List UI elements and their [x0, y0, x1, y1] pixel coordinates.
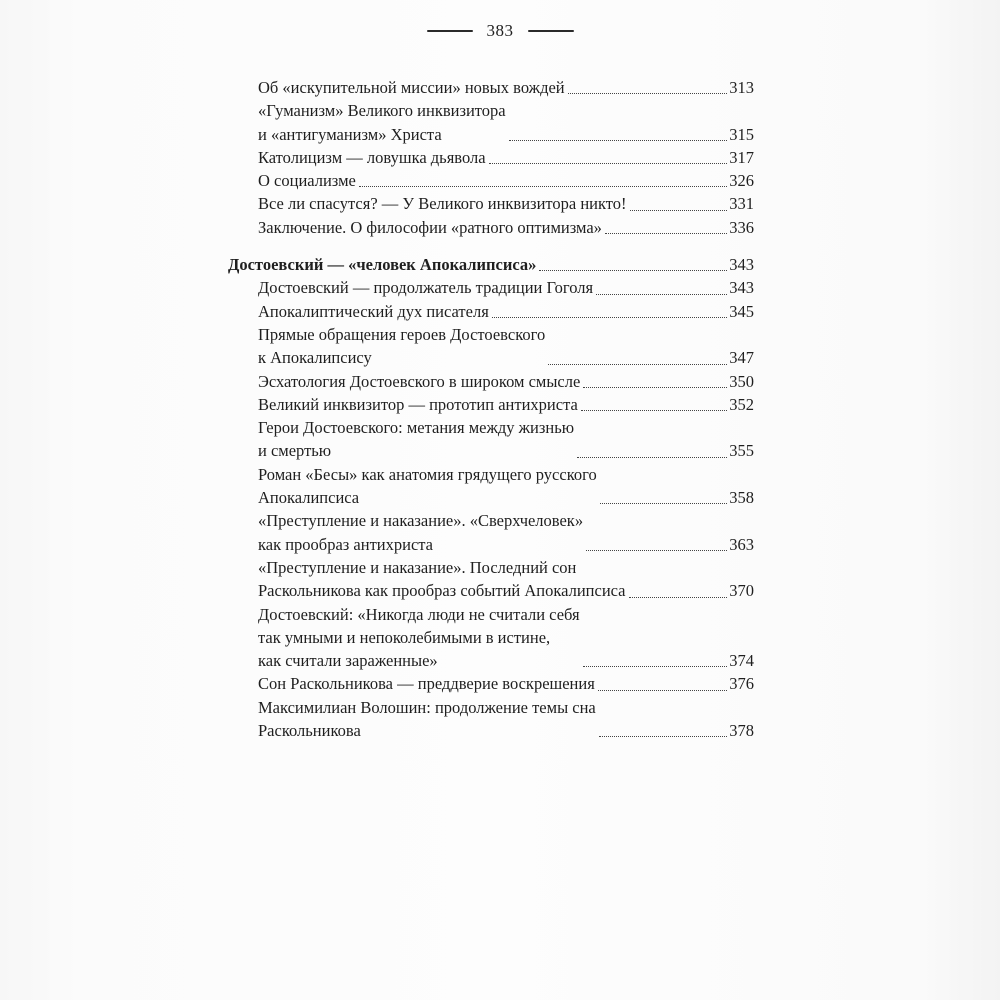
- dot-leader: [359, 186, 727, 187]
- toc-entry-title: [258, 76, 565, 99]
- toc-entry-page: 363: [729, 534, 754, 554]
- dot-leader: [586, 550, 727, 551]
- toc-entry-title-line: и смертью: [258, 441, 332, 461]
- header-rule-left: [427, 30, 473, 32]
- toc-entry-title-line: Эсхатология Достоевского в широком смысле: [258, 371, 581, 391]
- toc-entry-title-line: и «антигуманизм» Христа: [258, 124, 442, 144]
- toc-entry-title-line: Достоевский: «Никогда люди не считали себя: [258, 604, 580, 624]
- toc-entry-page: 352: [729, 394, 754, 414]
- toc-entry: [228, 556, 754, 603]
- toc-entry-page: 355: [729, 441, 754, 461]
- toc-entry-title: [258, 323, 545, 370]
- dot-leader: [629, 597, 728, 598]
- toc-entry: [228, 416, 754, 463]
- toc-entry: [228, 192, 754, 215]
- toc-entry-title: [258, 696, 596, 743]
- toc-entry-title-line: Прямые обращения героев Достоевского: [258, 324, 546, 344]
- toc-entry: [228, 463, 754, 510]
- toc-entry-title: [258, 556, 626, 603]
- toc-entry-title: [258, 300, 489, 323]
- toc-entry: [228, 672, 754, 695]
- toc-entry-title-line: Достоевский — продолжатель традиции Гоголя: [258, 278, 594, 298]
- toc-entry-title-line: Заключение. О философии «ратного оптимизма»: [258, 217, 602, 237]
- toc-entry-title-line: Раскольникова: [258, 721, 361, 741]
- toc-entry: [228, 216, 754, 239]
- dot-leader: [599, 736, 727, 737]
- toc-entry-title-line: как прообраз антихриста: [258, 534, 434, 554]
- toc-entry-page: 378: [729, 721, 754, 741]
- toc-entry-title: [258, 276, 593, 299]
- toc-entry-page: 343: [729, 278, 754, 298]
- toc-entry-page: 331: [729, 194, 754, 214]
- toc-entry-page: 315: [729, 124, 754, 144]
- dot-leader: [509, 140, 728, 141]
- dot-leader: [600, 503, 728, 504]
- toc-entry: [228, 146, 754, 169]
- toc-entry-title-line: «Преступление и наказание». Последний сон: [258, 557, 577, 577]
- toc-entry-title: [258, 99, 506, 146]
- toc-entry-page: 347: [729, 348, 754, 368]
- dot-leader: [577, 457, 727, 458]
- dot-leader: [605, 233, 727, 234]
- toc-entry-page: 350: [729, 371, 754, 391]
- toc-entry-title: [258, 370, 580, 393]
- toc-entry-title: [228, 253, 536, 276]
- toc-entry-page: 376: [729, 674, 754, 694]
- toc-entry-title: [258, 216, 602, 239]
- dot-leader: [596, 294, 727, 295]
- dot-leader: [492, 317, 727, 318]
- toc-entry-title-line: Раскольникова как прообраз событий Апокалипсиса: [258, 581, 626, 601]
- toc-entry-title: [258, 393, 578, 416]
- header-rule-right: [528, 30, 574, 32]
- toc-entry-page: 317: [729, 147, 754, 167]
- dot-leader: [583, 387, 727, 388]
- toc-entry-title-line: Об «искупительной миссии» новых вождей: [258, 78, 565, 97]
- toc-entry-title-line: Герои Достоевского: метания между жизнью: [258, 418, 575, 438]
- toc-entry: [228, 99, 754, 146]
- toc-entry-title-line: так умными и непоколебимыми в истине,: [258, 627, 551, 647]
- toc-entry-title: [258, 509, 583, 556]
- toc-entry-title: [258, 603, 580, 673]
- dot-leader: [539, 270, 727, 271]
- toc-entry-title-line: «Преступление и наказание». «Сверхчеловек»: [258, 511, 584, 531]
- toc-entry: [228, 169, 754, 192]
- toc-entry: [228, 509, 754, 556]
- page-number: 383: [486, 21, 514, 40]
- dot-leader: [548, 364, 727, 365]
- toc-entry-title: [258, 463, 597, 510]
- dot-leader: [568, 93, 728, 94]
- toc-entry-page: 326: [729, 171, 754, 191]
- toc-entry-title-line: Достоевский — «человек Апокалипсиса»: [228, 255, 537, 275]
- toc-entry-page: 345: [729, 301, 754, 321]
- toc-entry: [228, 393, 754, 416]
- dot-leader: [630, 210, 728, 211]
- toc-entry-title-line: Все ли спасутся? — У Великого инквизитора никто!: [258, 194, 627, 214]
- dot-leader: [583, 666, 728, 667]
- toc-section-heading: [228, 253, 754, 276]
- toc-entry-title: [258, 416, 574, 463]
- toc-entry-title: [258, 672, 595, 695]
- toc-entry-page: 374: [729, 651, 754, 671]
- toc-entry-page: 343: [729, 255, 754, 275]
- toc-entry-page: 358: [729, 488, 754, 508]
- toc-entry: [228, 276, 754, 299]
- toc-entry-page: 313: [729, 78, 754, 97]
- toc-entry-title-line: как считали зараженные»: [258, 651, 438, 671]
- page-header: [0, 18, 1000, 44]
- toc-entry-title-line: Максимилиан Волошин: продолжение темы сна: [258, 697, 596, 717]
- dot-leader: [598, 690, 727, 691]
- toc-entry-title-line: «Гуманизм» Великого инквизитора: [258, 101, 506, 121]
- toc-entry: [228, 300, 754, 323]
- toc-entry: [228, 323, 754, 370]
- toc-entry-title: [258, 192, 627, 215]
- toc-entry-page: 336: [729, 217, 754, 237]
- toc-entry: [228, 370, 754, 393]
- toc-entry-title-line: Апокалипсиса: [258, 488, 360, 508]
- toc-entry: [228, 76, 754, 99]
- table-of-contents: [228, 76, 754, 742]
- dot-leader: [489, 163, 728, 164]
- toc-entry-title: [258, 169, 356, 192]
- toc-entry-title-line: Сон Раскольникова — преддверие воскрешения: [258, 674, 595, 694]
- toc-entry-title-line: Великий инквизитор — прототип антихриста: [258, 394, 578, 414]
- toc-entry: [228, 696, 754, 743]
- toc-entry-title-line: Роман «Бесы» как анатомия грядущего русского: [258, 464, 597, 484]
- toc-entry-title: [258, 146, 486, 169]
- dot-leader: [581, 410, 727, 411]
- toc-entry-title-line: Католицизм — ловушка дьявола: [258, 147, 486, 167]
- toc-entry-title-line: О социализме: [258, 171, 356, 191]
- toc-entry: [228, 603, 754, 673]
- toc-entry-page: 370: [729, 581, 754, 601]
- toc-entry-title-line: Апокалиптический дух писателя: [258, 301, 489, 321]
- toc-entry-title-line: к Апокалипсису: [258, 348, 372, 368]
